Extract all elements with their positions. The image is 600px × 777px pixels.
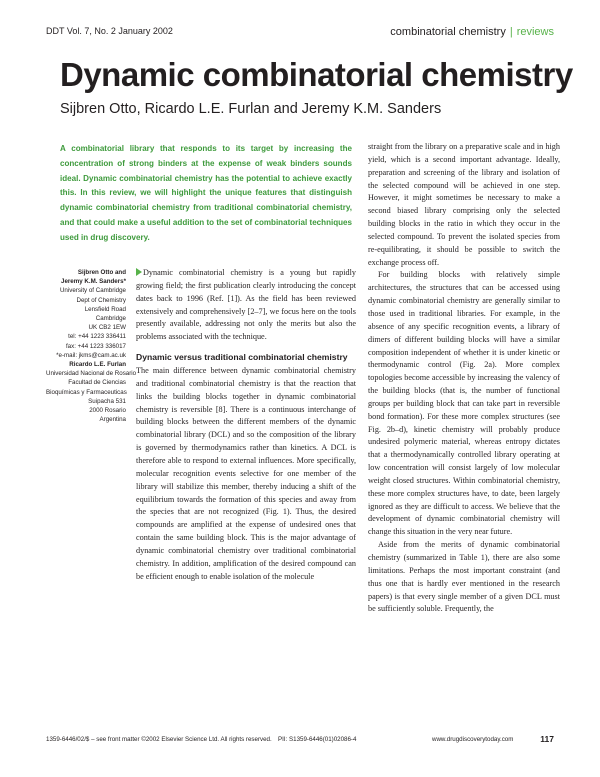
body-paragraph: straight from the library on a preparative scale and in high yield, which is a second important advantage. Ideally, preparation and screening of the library and isolation of the selected compound will be achieved in one step. However, it might sometimes be necessary to make a second biased library comprising only the selected building blocks in the ratio in which they occur in the selected compound. To prevent the isolated species from re-equilibrating, it should be possible to switch the exchange process off. — [368, 142, 560, 267]
body-column-right — [368, 141, 560, 616]
affil-address-line: Facultad de Ciencias — [68, 379, 126, 387]
journal-url[interactable]: www.drugdiscoverytoday.com — [432, 736, 514, 743]
header-separator: | — [509, 26, 513, 38]
author-list: Sijbren Otto, Ricardo L.E. Furlan and Jeremy K.M. Sanders — [60, 101, 442, 117]
affil-address-line: Bioquímicas y Farmaceuticas — [46, 388, 127, 396]
section-label: reviews — [516, 26, 554, 38]
affil-address-line: Dept of Chemistry — [76, 296, 126, 304]
journal-citation: DDT Vol. 7, No. 2 January 2002 — [46, 26, 173, 36]
affil-author-1: Sijbren Otto and — [77, 269, 126, 276]
affil-author-3: Ricardo L.E. Furlan — [69, 361, 126, 369]
affil-tel: tel: +44 1223 336411 — [68, 333, 126, 341]
page-number: 117 — [540, 734, 554, 744]
topic-label: combinatorial chemistry — [390, 26, 506, 38]
affil-address-line: 2000 Rosario — [89, 407, 126, 415]
affil-address-line: UK CB2 1EW — [88, 324, 126, 332]
article-title: Dynamic combinatorial chemistry — [60, 56, 573, 93]
body-paragraph: The main difference between dynamic combinatorial chemistry and traditional combinatorial chemistry is that the reaction that links the building blocks together in dynamic combinatorial chemistry is reversible [8]. There is a continuous interchange of building blocks between the different members of the dynamic combinatorial library (DCL) and so the composition of the library is governed by thermodynamics rather than kinetics. A DCL is therefore able to respond to external influences. More specifically, molecular recognition events selective for one member of the library will stabilize this member, thereby inducing a shift of the equilibrium towards the formation of this species and away from the species that are not recognized (Fig. 1). Thus, the desired compounds are amplified at the expense of undesired ones that contain the same building block. This is the major advantage of dynamic combinatorial chemistry over traditional combinatorial chemistry. In addition, amplification of the desired compound can be efficient enough to enable isolation of the molecule — [136, 366, 356, 581]
affil-address-line: Cambridge — [95, 315, 126, 323]
affil-address-line: Lensfield Road — [84, 305, 126, 313]
affil-address-line: Suipacha 531 — [88, 397, 126, 405]
affil-address-line: Argentina — [99, 416, 126, 424]
body-paragraph: For building blocks with relatively simple architectures, the structures that can be accessed using dynamic combinatorial chemistry are generally similar to those used in traditional libraries. For example, in the absence of any specific recognition events, a library of dimers of different building blocks will have a similar composition independent of whether it is under kinetic or thermodynamic control (Fig. 2a). More complex topologies become accessible by increasing the valency of the building blocks (that is, the number of functional groups per building block that can take part in reversible bond formation). For these more complex structures (see Fig. 2b–d), kinetic chemistry will probably produce undesired polymeric material, whereas entropy dictates that a thermodynamically controlled library operating at low concentration will consist largely of low molecular weight closed structures. Within combinatorial chemistry, these more complex structures have, to date, been largely ignored as they are difficult to access. We believe that the development of dynamic combinatorial chemistry will change this situation in the very near future. — [368, 270, 560, 537]
body-paragraph: Aside from the merits of dynamic combinatorial chemistry (summarized in Table 1), there are also some limitations. Perhaps the most important constraint (and thus one that is hardly ever mentioned in the research papers) is that every single member of a given DCL must be sufficiently soluble. Frequently, the — [368, 540, 560, 614]
affil-address-line: Universidad Nacional de Rosario — [46, 370, 137, 378]
intro-paragraph: Dynamic combinatorial chemistry is a young but rapidly growing field; the first publication clearly introducing the concept dates back to 1996 (Ref. [1]). As the field has been reviewed extensively and comprehensively [2–7], we focus here on the tools presently available, addressing not only the merits but also the problems associated with the technique. — [136, 268, 356, 342]
pii-code: PII: S1359-6446(01)02086-4 — [278, 736, 357, 743]
abstract: A combinatorial library that responds to its target by increasing the concentration of strong binders at the expense of weak binders sounds ideal. Dynamic combinatorial chemistry has the potential to achieve exactly this. In this review, we will highlight the unique features that distinguish dynamic combinatorial chemistry from traditional combinatorial chemistry, and that could make a useful addition to the set of combinatorial techniques used in drug discovery. — [60, 144, 352, 242]
triangle-bullet-icon — [136, 268, 142, 276]
affil-email: *e-mail: jkms@cam.ac.uk — [56, 351, 126, 359]
copyright-line: 1359-6446/02/$ – see front matter ©2002 Elsevier Science Ltd. All rights reserved. — [46, 736, 272, 743]
body-column-middle — [136, 267, 356, 583]
section-header — [390, 26, 554, 38]
section-heading: Dynamic versus traditional combinatorial chemistry — [136, 352, 348, 363]
affil-address-line: University of Cambridge — [59, 287, 126, 295]
affiliation-block — [46, 268, 137, 424]
affil-author-2: Jeremy K.M. Sanders* — [61, 278, 126, 286]
affil-fax: fax: +44 1223 336017 — [65, 342, 126, 350]
